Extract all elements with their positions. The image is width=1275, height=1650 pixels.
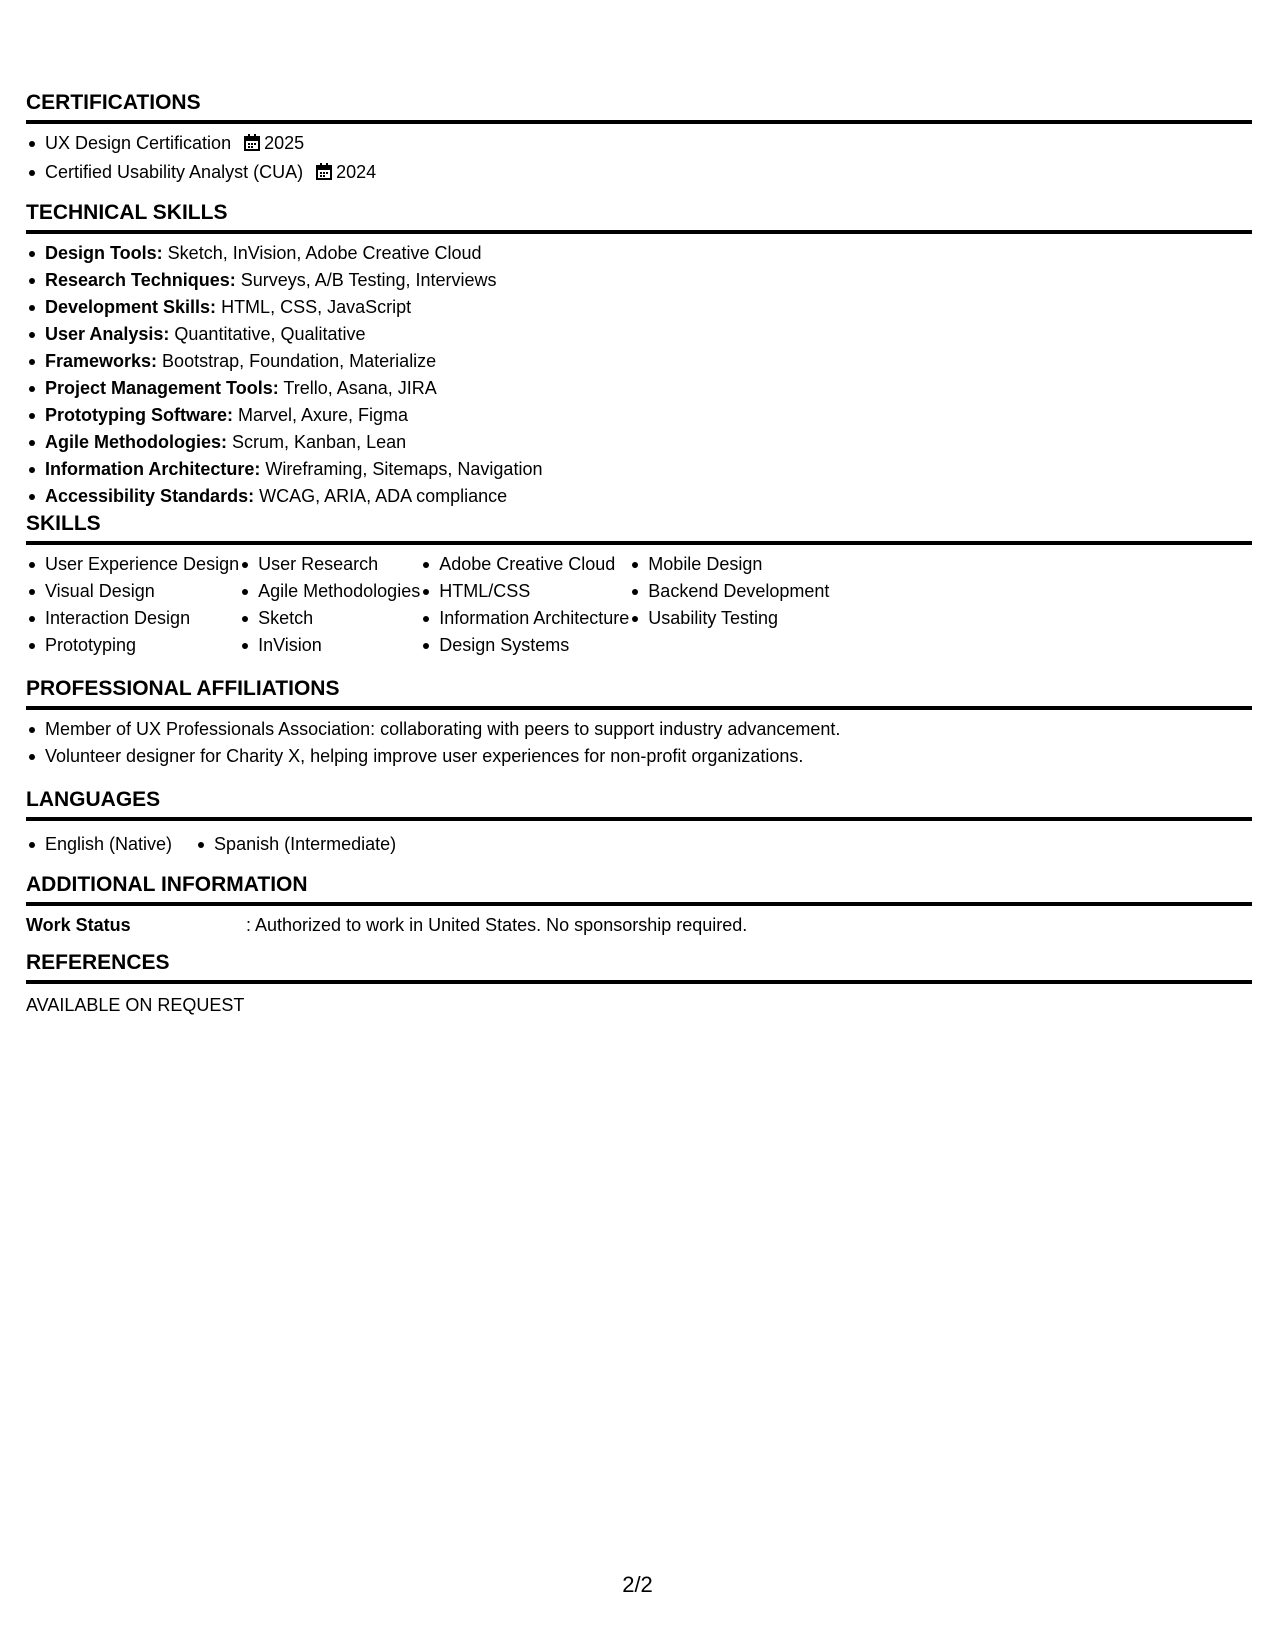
work-status-row <box>26 912 1252 939</box>
work-status-label: Work Status <box>26 915 131 935</box>
skill-category-value: Bootstrap, Foundation, Materialize <box>157 351 437 371</box>
certifications-list <box>26 130 1252 188</box>
technical-skill-item <box>26 267 1252 294</box>
additional-info-section <box>26 872 1252 939</box>
technical-skills-list <box>26 240 1252 510</box>
skill-category-label: User Analysis: <box>45 324 170 344</box>
skills-column <box>420 551 629 659</box>
technical-skill-item <box>26 240 1252 267</box>
technical-skill-item <box>26 321 1252 348</box>
skill-category-label: Information Architecture: <box>45 459 261 479</box>
work-status-value: : Authorized to work in United States. No sponsorship required. <box>246 915 748 935</box>
skill-category-label: Research Techniques: <box>45 270 236 290</box>
skill-category-label: Agile Methodologies: <box>45 432 227 452</box>
language-item: Spanish (Intermediate) <box>195 831 396 858</box>
skills-column <box>629 551 829 659</box>
section-title-affiliations: PROFESSIONAL AFFILIATIONS <box>26 676 1252 710</box>
skill-category-label: Design Tools: <box>45 243 163 263</box>
skill-item: Adobe Creative Cloud <box>420 551 629 578</box>
section-title-references: REFERENCES <box>26 950 1252 984</box>
skill-category-label: Prototyping Software: <box>45 405 233 425</box>
certification-year: 2024 <box>336 162 377 182</box>
skill-item: Agile Methodologies <box>239 578 420 605</box>
section-title-additional-info: ADDITIONAL INFORMATION <box>26 872 1252 906</box>
certification-year: 2025 <box>264 133 305 153</box>
languages-list <box>26 831 1252 858</box>
affiliation-item: Volunteer designer for Charity X, helping improve user experiences for non-profit organizations. <box>26 743 1252 770</box>
skill-item: Prototyping <box>26 632 239 659</box>
skills-column <box>26 551 239 659</box>
skill-category-value: Wireframing, Sitemaps, Navigation <box>260 459 543 479</box>
skill-item: Information Architecture <box>420 605 629 632</box>
affiliations-section <box>26 676 1252 770</box>
skill-item: User Experience Design <box>26 551 239 578</box>
skill-item: Backend Development <box>629 578 829 605</box>
references-text: AVAILABLE ON REQUEST <box>26 995 245 1015</box>
technical-skill-item <box>26 402 1252 429</box>
calendar-icon <box>316 161 332 188</box>
technical-skill-item <box>26 456 1252 483</box>
language-item: English (Native) <box>26 831 172 858</box>
skill-category-label: Project Management Tools: <box>45 378 279 398</box>
skills-grid <box>26 551 1252 659</box>
skill-category-value: HTML, CSS, JavaScript <box>216 297 412 317</box>
skill-item: Interaction Design <box>26 605 239 632</box>
technical-skill-item <box>26 429 1252 456</box>
certification-item <box>26 130 1252 159</box>
skill-category-value: Marvel, Axure, Figma <box>233 405 409 425</box>
certification-item <box>26 159 1252 188</box>
skill-category-value: Quantitative, Qualitative <box>169 324 366 344</box>
skill-category-label: Development Skills: <box>45 297 217 317</box>
technical-skill-item <box>26 483 1252 510</box>
skill-item: Sketch <box>239 605 420 632</box>
skill-category-value: WCAG, ARIA, ADA compliance <box>254 486 508 506</box>
certification-name: Certified Usability Analyst (CUA) <box>45 162 304 182</box>
skill-item: Usability Testing <box>629 605 829 632</box>
certifications-section <box>26 90 1252 188</box>
skill-item: Visual Design <box>26 578 239 605</box>
skills-section <box>26 511 1252 659</box>
technical-skill-item <box>26 348 1252 375</box>
skill-item: User Research <box>239 551 420 578</box>
skill-category-label: Frameworks: <box>45 351 158 371</box>
skill-category-label: Accessibility Standards: <box>45 486 255 506</box>
technical-skill-item <box>26 375 1252 402</box>
calendar-icon <box>244 132 260 159</box>
skill-category-value: Sketch, InVision, Adobe Creative Cloud <box>162 243 482 263</box>
skill-category-value: Surveys, A/B Testing, Interviews <box>235 270 497 290</box>
skill-item: HTML/CSS <box>420 578 629 605</box>
page-number: 2/2 <box>622 1572 653 1597</box>
section-title-languages: LANGUAGES <box>26 787 1252 821</box>
affiliations-list <box>26 716 1252 770</box>
section-title-certifications: CERTIFICATIONS <box>26 90 1252 124</box>
technical-skill-item <box>26 294 1252 321</box>
section-title-skills: SKILLS <box>26 511 1252 545</box>
affiliation-item: Member of UX Professionals Association: collaborating with peers to support industry advancement. <box>26 716 1252 743</box>
skill-item: Design Systems <box>420 632 629 659</box>
skill-item: Mobile Design <box>629 551 829 578</box>
section-title-technical-skills: TECHNICAL SKILLS <box>26 200 1252 234</box>
technical-skills-section <box>26 200 1252 510</box>
references-section <box>26 950 1252 1019</box>
skill-category-value: Scrum, Kanban, Lean <box>227 432 407 452</box>
certification-name: UX Design Certification <box>45 133 232 153</box>
skills-column <box>239 551 420 659</box>
languages-section <box>26 787 1252 858</box>
skill-category-value: Trello, Asana, JIRA <box>278 378 437 398</box>
skill-item: InVision <box>239 632 420 659</box>
